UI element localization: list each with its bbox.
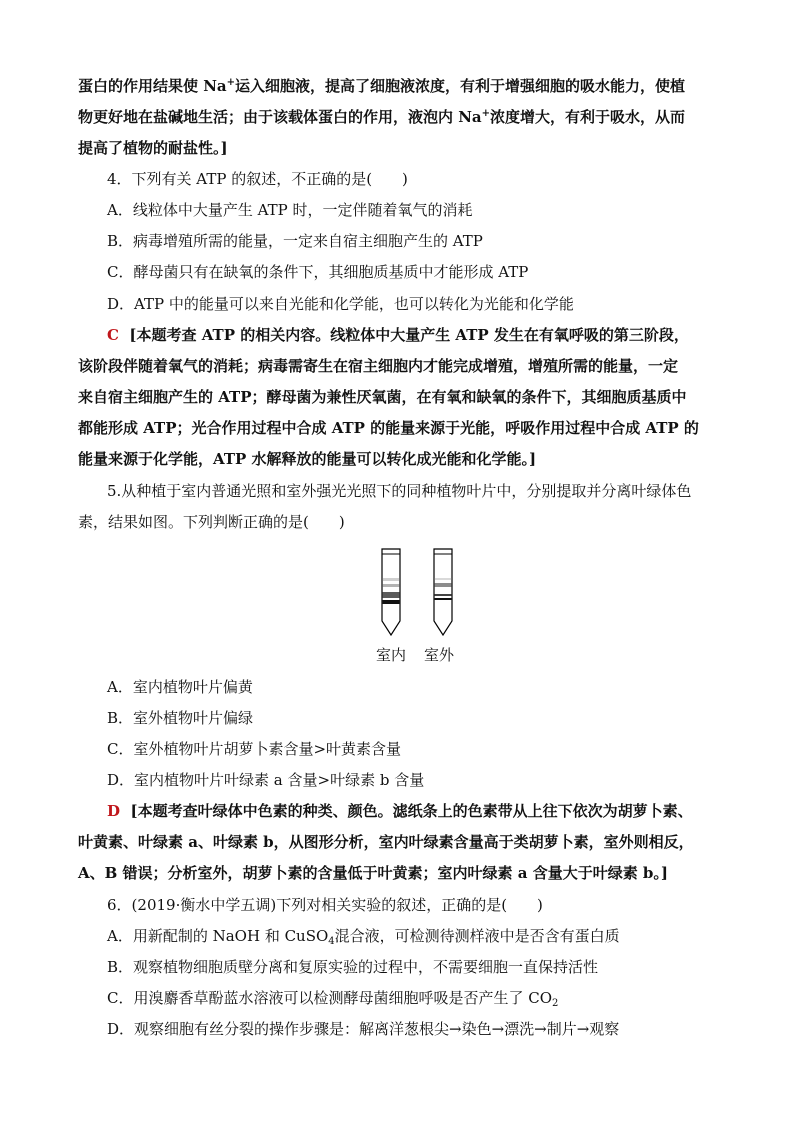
- band-chlorophyll-a: [383, 592, 400, 598]
- figure-label-outdoor: 室外: [424, 646, 455, 664]
- indoor-paper-strip: [382, 549, 400, 635]
- q5-option-b: B．室外植物叶片偏绿: [107, 709, 254, 727]
- q5-explanation-line-1: [107, 801, 693, 821]
- band-carotene: [383, 578, 400, 581]
- q4-option-a: A．线粒体中大量产生 ATP 时，一定伴随着氧气的消耗: [107, 201, 473, 219]
- intro-line-2: [78, 107, 685, 127]
- q5-stem-line-2: 素，结果如图。下列判断正确的是( ): [78, 513, 345, 531]
- text: A．用新配制的 NaOH 和 CuSO: [107, 927, 329, 945]
- band-chlorophyll-a: [435, 594, 452, 596]
- q6-option-d: D．观察细胞有丝分裂的操作步骤是：解离洋葱根尖→染色→漂洗→制片→观察: [107, 1020, 620, 1038]
- text: 运入细胞液，提高了细胞液浓度，有利于增强细胞的吸水能力，使植: [235, 77, 686, 95]
- q5-explanation-line-3: A、B 错误；分析室外，胡萝卜素的含量低于叶黄素；室内叶绿素 a 含量大于叶绿素 b。]: [78, 864, 669, 882]
- q4-option-c: C．酵母菌只有在缺氧的条件下，其细胞质基质中才能形成 ATP: [107, 263, 529, 281]
- band-xanthophyll: [435, 583, 452, 587]
- band-xanthophyll: [383, 584, 400, 587]
- band-chlorophyll-b: [435, 598, 452, 600]
- q4-explanation-line-4: 都能形成 ATP；光合作用过程中合成 ATP 的能量来源于光能，呼吸作用过程中合成 ATP 的: [78, 419, 699, 437]
- chromatography-figure: [370, 545, 470, 640]
- q5-answer-letter: D: [107, 802, 121, 820]
- q4-answer-letter: C: [107, 326, 119, 344]
- band-carotene: [435, 578, 452, 580]
- text: 浓度增大，有利于吸水，从而: [490, 108, 686, 126]
- band-chlorophyll-b: [383, 600, 400, 604]
- q4-explanation-line-1: [107, 325, 689, 345]
- q5-stem-line-1: 5.从种植于室内普通光照和室外强光光照下的同种植物叶片中，分别提取并分离叶绿体色: [107, 482, 692, 500]
- q5-option-c: C．室外植物叶片胡萝卜素含量>叶黄素含量: [107, 740, 402, 758]
- text: [本题考查叶绿体中色素的种类、颜色。滤纸条上的色素带从上往下依次为胡萝卜素、: [130, 802, 693, 820]
- intro-line-3: 提高了植物的耐盐性。]: [78, 139, 228, 157]
- superscript: +: [226, 77, 236, 88]
- q6-option-b: B．观察植物细胞质壁分离和复原实验的过程中，不需要细胞一直保持活性: [107, 958, 599, 976]
- q4-stem: 4．下列有关 ATP 的叙述，不正确的是( ): [107, 170, 408, 188]
- q6-stem: 6．(2019·衡水中学五调)下列对相关实验的叙述，正确的是( ): [107, 896, 543, 914]
- q4-option-b: B．病毒增殖所需的能量，一定来自宿主细胞产生的 ATP: [107, 232, 483, 250]
- q4-option-d: D．ATP 中的能量可以来自光能和化学能，也可以转化为光能和化学能: [107, 295, 574, 313]
- figure-label-indoor: 室内: [376, 646, 407, 664]
- q5-explanation-line-2: 叶黄素、叶绿素 a、叶绿素 b，从图形分析，室内叶绿素含量高于类胡萝卜素，室外则相反，: [78, 833, 694, 851]
- subscript: 2: [552, 998, 559, 1009]
- q5-option-d: D．室内植物叶片叶绿素 a 含量>叶绿素 b 含量: [107, 771, 425, 789]
- superscript: +: [481, 108, 491, 119]
- text: 物更好地在盐碱地生活；由于该载体蛋白的作用，液泡内 Na: [78, 108, 482, 126]
- q6-option-c: [107, 988, 558, 1008]
- outdoor-paper-strip: [434, 549, 452, 635]
- q5-option-a: A．室内植物叶片偏黄: [107, 678, 253, 696]
- text: 蛋白的作用结果使 Na: [78, 77, 227, 95]
- intro-line-1: [78, 76, 685, 96]
- q4-explanation-line-3: 来自宿主细胞产生的 ATP；酵母菌为兼性厌氧菌，在有氧和缺氧的条件下，其细胞质基质中: [78, 388, 687, 406]
- q4-explanation-line-2: 该阶段伴随着氧气的消耗；病毒需寄生在宿主细胞内才能完成增殖，增殖所需的能量，一定: [78, 357, 679, 375]
- subscript: 4: [328, 936, 335, 947]
- text: C．用溴麝香草酚蓝水溶液可以检测酵母菌细胞呼吸是否产生了 CO: [107, 989, 553, 1007]
- text: 混合液，可检测待测样液中是否含有蛋白质: [334, 927, 620, 945]
- q4-explanation-line-5: 能量来源于化学能，ATP 水解释放的能量可以转化成光能和化学能。]: [78, 450, 537, 468]
- text: [本题考查 ATP 的相关内容。线粒体中大量产生 ATP 发生在有氧呼吸的第三阶段，: [129, 326, 689, 344]
- q6-option-a: [107, 926, 620, 946]
